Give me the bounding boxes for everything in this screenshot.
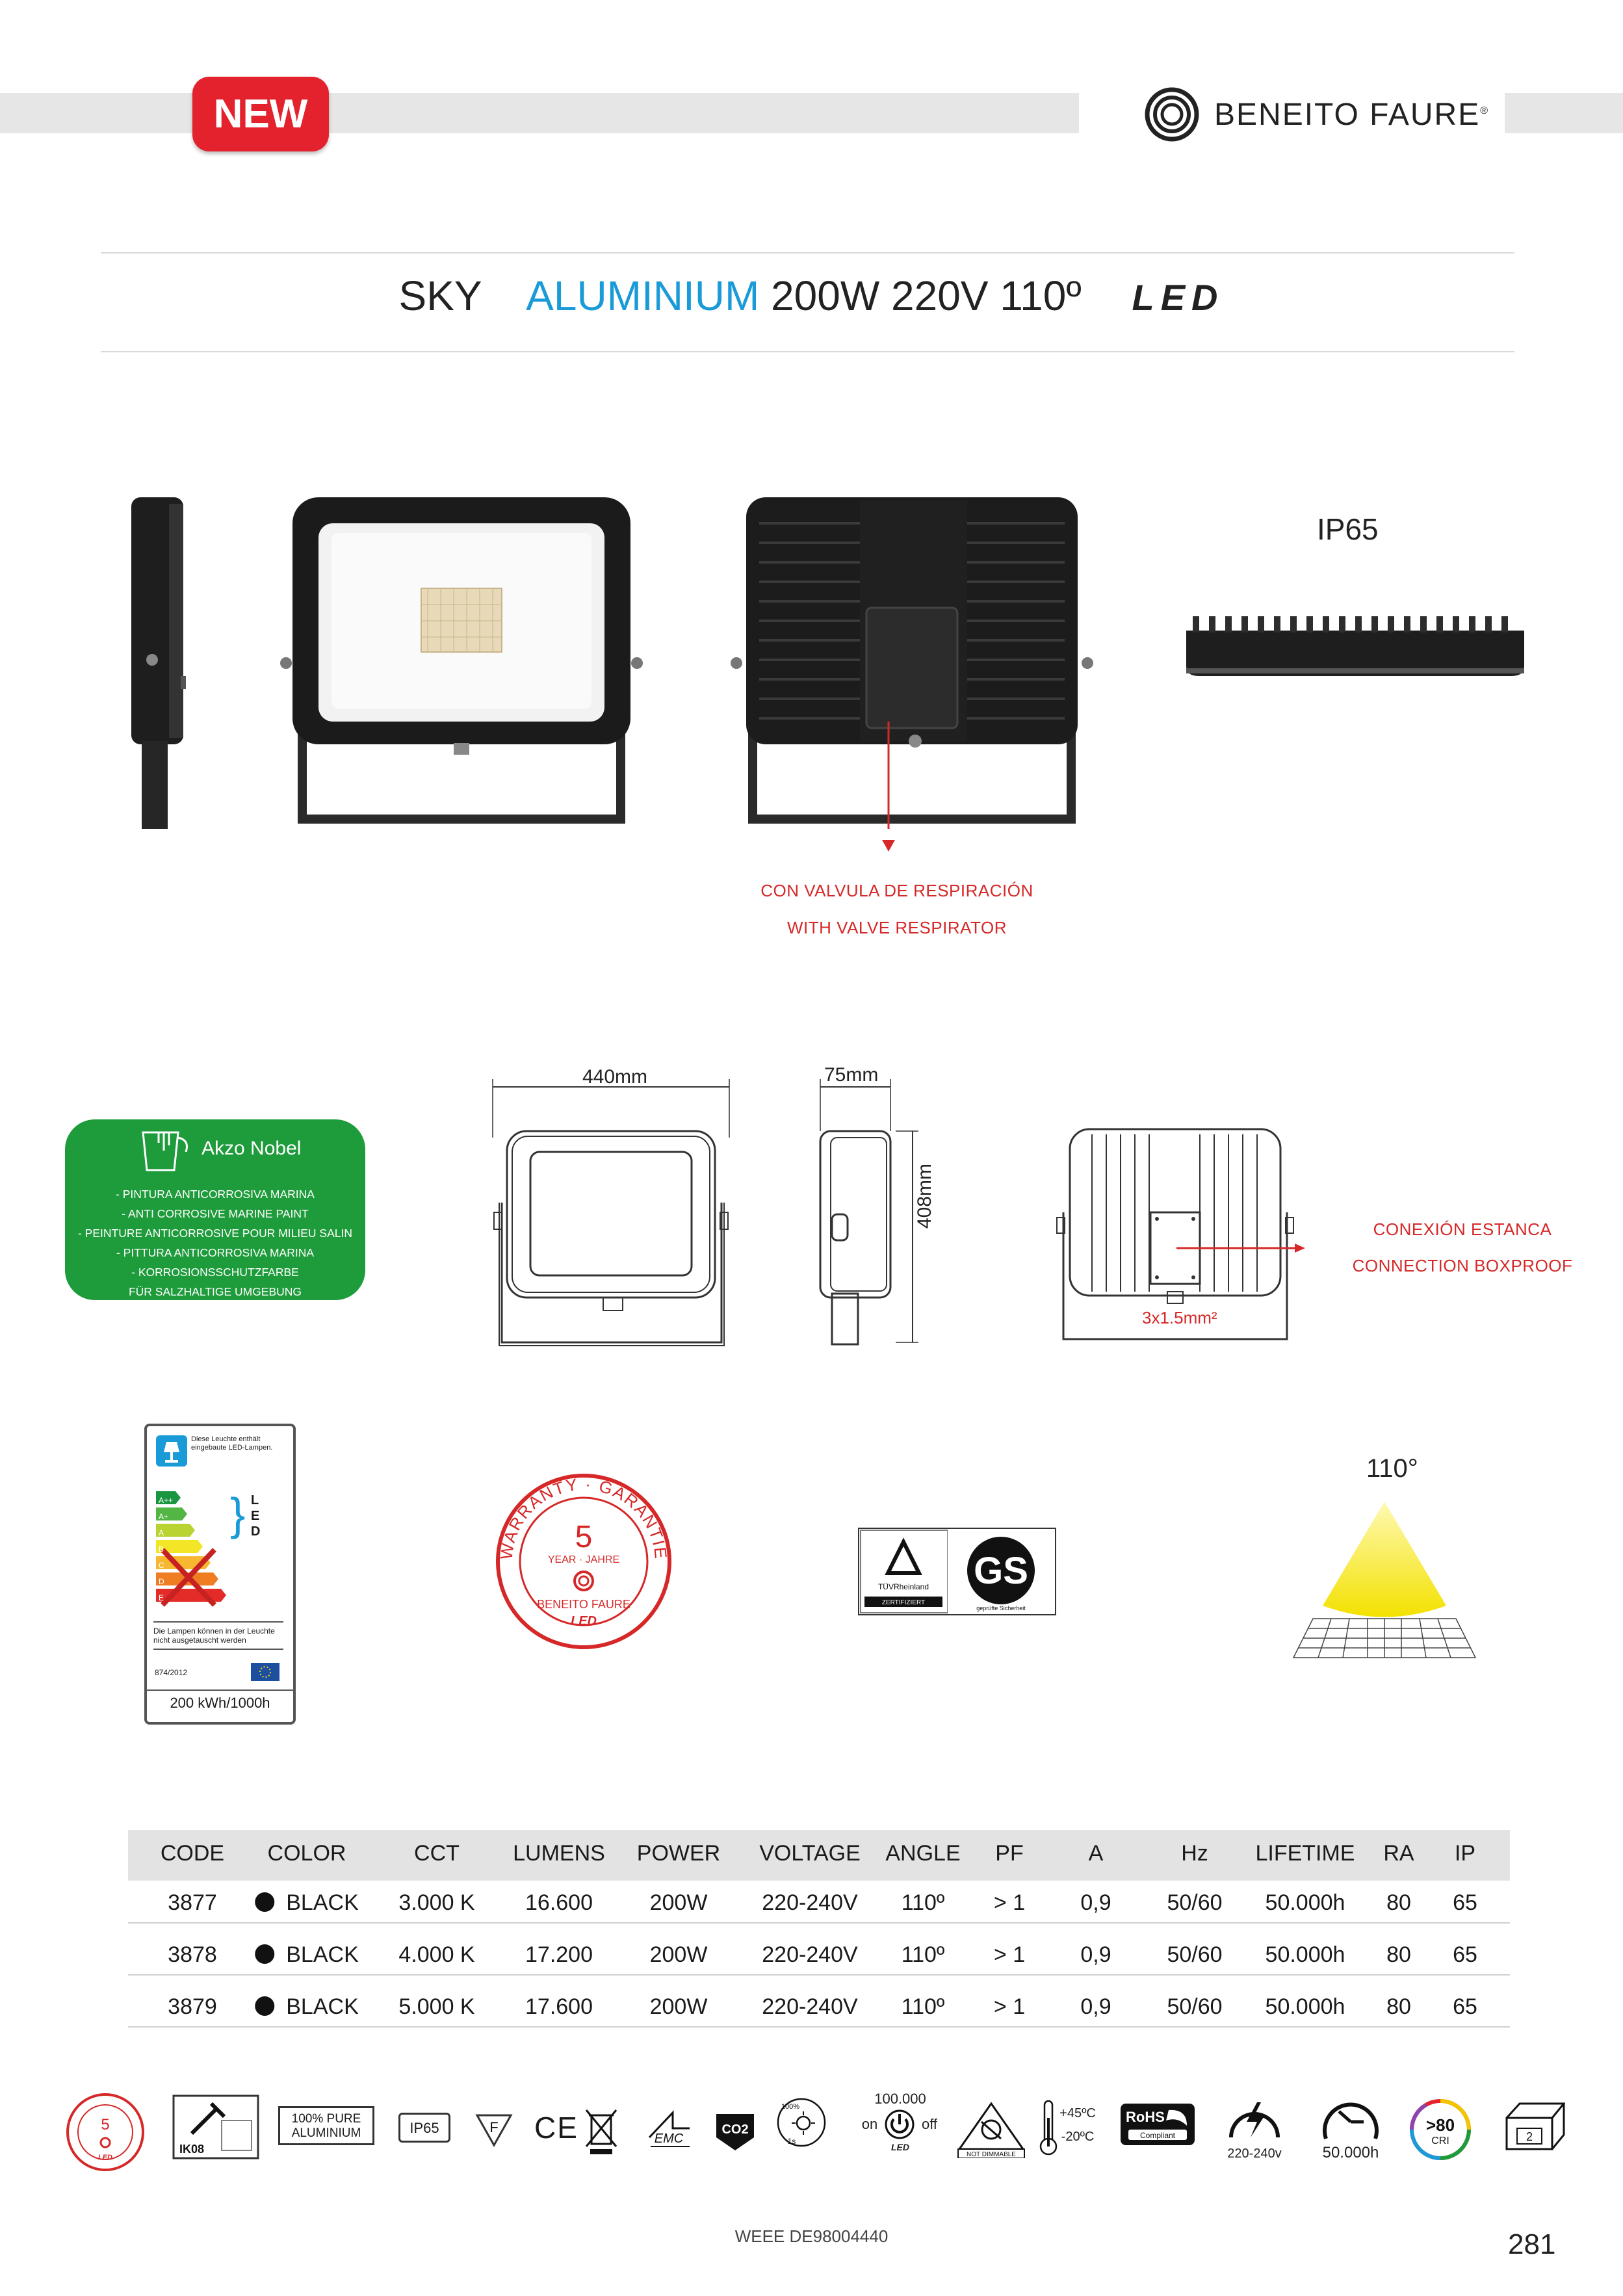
thermometer-icon [1039,2098,1058,2157]
cri-value: >80 [1425,2115,1455,2135]
table-cell: 200W [649,1994,708,2019]
aluminium-label: 100% PURE ALUMINIUM [291,2112,361,2140]
table-header-cell: CCT [414,1841,460,1866]
color-swatch-icon [255,1944,274,1964]
gs-caption: geprüfte Sicherheit [976,1605,1026,1611]
ik-label: IK08 [179,2143,205,2156]
title-rule-top [101,252,1514,254]
table-cell: 0,9 [1080,1994,1111,2019]
led-letter: E [251,1509,260,1523]
power-button-icon [884,2109,915,2140]
akzo-line: - ANTI CORROSIVE MARINE PAINT [122,1207,309,1220]
title-rule-bottom [101,351,1514,352]
energy-top-text: Diese Leuchte enthält eingebaute LED-Lampen. [191,1435,273,1452]
table-cell: 50.000h [1265,1890,1345,1915]
color-label: BLACK [286,1890,359,1915]
akzo-line: FÜR SALZHALTIGE UMGEBUNG [128,1285,302,1298]
color-swatch-icon [255,1892,274,1912]
table-cell: 80 [1386,1994,1411,2019]
table-cell: 220-240V [762,1942,858,1967]
header-band-right [1505,93,1623,133]
drawing-side [811,1079,922,1352]
cable-label: 3x1.5mm² [1142,1308,1217,1327]
energy-class: D [159,1577,164,1586]
table-cell: 3877 [168,1890,217,1915]
table-cell: 3879 [168,1994,217,2019]
table-header-cell: LIFETIME [1255,1841,1355,1866]
ip65-label: IP65 [409,2120,439,2136]
emc-icon [647,2106,692,2152]
page-number: 281 [1508,2228,1556,2260]
table-cell: > 1 [993,1942,1026,1967]
table-cell: 50.000h [1265,1994,1345,2019]
table-cell: 16.600 [525,1890,593,1915]
voltage-icon [1222,2094,1287,2143]
energy-class: C [159,1561,164,1570]
energy-class: A [159,1528,164,1537]
table-cell: 50/60 [1167,1994,1223,2019]
akzo-line: - PINTURA ANTICORROSIVA MARINA [116,1188,315,1201]
valve-note-es: CON VALVULA DE RESPIRACIÓN [760,881,1033,900]
ik08-icon [172,2094,259,2159]
table-cell: 110º [901,1994,945,2019]
product-front-view [279,497,643,829]
energy-class: B [159,1545,164,1554]
dim-width-label: 440mm [582,1066,648,1088]
lifetime-label: 50.000h [1322,2144,1379,2161]
paint-bucket-icon [138,1128,192,1173]
header-band-left [0,93,1079,133]
energy-class: A+ [159,1512,169,1521]
product-material: ALUMINIUM [526,272,760,319]
warranty-small-years: 5 [101,2116,110,2133]
led-letter: L [251,1493,259,1507]
table-cell: 80 [1386,1890,1411,1915]
table-row-divider [128,2026,1510,2028]
table-header-cell: POWER [636,1841,721,1866]
instant-one-s: 1s [787,2137,796,2146]
product-spec: 200W 220V 110º [771,272,1082,319]
table-cell: > 1 [993,1994,1026,2019]
akzo-title: Akzo Nobel [201,1138,302,1159]
led-logo: LED [1132,277,1225,318]
table-cell: 200W [649,1942,708,1967]
switch-led-label: LED [891,2142,909,2152]
color-swatch-icon [255,1996,274,2016]
beam-angle-label: 110° [1366,1454,1418,1483]
warranty-subtitle: YEAR · JAHRE [547,1554,620,1565]
table-cell: 110º [901,1890,945,1915]
ip-rating-label: IP65 [1317,512,1379,546]
table-cell [255,1994,359,2020]
brand-name: BENEITO FAURE® [1214,97,1489,132]
brand-rings-icon [1144,86,1200,142]
dim-height-label: 408mm [914,1163,935,1229]
instant-on-icon [773,2094,829,2156]
product-title [0,272,1623,320]
table-cell: > 1 [993,1890,1026,1915]
table-cell: 17.600 [525,1994,593,2019]
table-cell [255,1942,359,1968]
table-cell: 3.000 K [398,1890,475,1915]
gs-mark: GS [974,1550,1028,1592]
table-header-cell: Hz [1181,1841,1208,1866]
warranty-brand: BENEITO FAURE [537,1598,630,1611]
table-cell: 50/60 [1167,1890,1223,1915]
color-label: BLACK [286,1942,359,1967]
energy-label [144,1424,296,1725]
table-cell: 220-240V [762,1890,858,1915]
table-cell: 5.000 K [398,1994,475,2019]
table-header-cell: A [1088,1841,1104,1866]
beam-angle-diagram [1287,1495,1482,1664]
table-cell: 3878 [168,1942,217,1967]
energy-led-brace: } [230,1489,246,1539]
energy-classes [159,1493,173,1606]
switch-cycles-label: 100.000 [874,2091,926,2107]
table-cell: 65 [1453,1994,1477,2019]
table-header-cell: PF [995,1841,1024,1866]
brand-logo [1144,85,1489,144]
switch-on-label: on [861,2116,878,2132]
akzo-lines [65,1184,365,1301]
table-cell: 4.000 K [398,1942,475,1967]
not-dimmable-label: NOT DIMMABLE [967,2151,1016,2158]
energy-note: Die Lampen können in der Leuchte nicht ausgetauscht werden [153,1621,283,1650]
dim-depth-label: 75mm [824,1064,879,1086]
table-cell: 65 [1453,1890,1477,1915]
box-quantity-icon [1500,2098,1565,2153]
akzo-line: - KORROSIONSSCHUTZFARBE [131,1266,299,1279]
tuv-brand: TÜVRheinland [877,1582,929,1591]
co2-icon [714,2106,757,2153]
table-cell: 0,9 [1080,1890,1111,1915]
table-row-divider [128,1922,1510,1924]
table-cell: 50/60 [1167,1942,1223,1967]
ip65-icon [398,2113,450,2143]
ce-icon: CE [534,2111,578,2145]
table-cell: 220-240V [762,1994,858,2019]
cri-icon [1408,2097,1473,2162]
energy-regulation: 874/2012 [155,1668,188,1677]
table-header-cell: LUMENS [513,1841,605,1866]
rohs-sub-label: Compliant [1139,2131,1176,2140]
boxproof-note-en: CONNECTION BOXPROOF [1352,1256,1573,1275]
cri-label: CRI [1431,2135,1449,2146]
akzo-line: - PITTURA ANTICORROSIVA MARINA [116,1246,315,1259]
drawing-front [481,1079,741,1352]
lamp-icon [156,1435,187,1467]
table-header-cell: CODE [160,1841,225,1866]
product-profile-view [1180,611,1531,683]
table-header-cell: VOLTAGE [759,1841,861,1866]
box-qty-label: 2 [1526,2130,1533,2143]
energy-class: E [159,1593,164,1602]
warranty-small-led: LED [98,2154,112,2161]
tuv-gs-certification [858,1528,1056,1615]
warranty-arc-text: WARRANTY · GARANTIE [496,1474,671,1561]
rohs-label: RoHS [1126,2109,1165,2125]
valve-arrow [881,839,896,858]
energy-led-letters [251,1493,260,1539]
warranty-led: LED [571,1614,597,1628]
temp-min-label: -20ºC [1061,2130,1095,2144]
table-cell: 0,9 [1080,1942,1111,1967]
table-cell: 200W [649,1890,708,1915]
akzo-nobel-badge [65,1119,365,1300]
product-back-view [727,497,1097,829]
warranty-years: 5 [575,1520,593,1554]
table-header-cell: ANGLE [885,1841,961,1866]
table-row-divider [128,1974,1510,1976]
energy-consumption: 200 kWh/1000h [147,1689,293,1712]
new-badge: NEW [192,77,329,151]
table-cell: 110º [901,1942,945,1967]
f-mark-label: F [489,2119,499,2135]
product-name: SKY [398,272,482,319]
boxproof-note-es: CONEXIÓN ESTANCA [1373,1220,1552,1239]
table-header-cell: RA [1383,1841,1414,1866]
switch-off-label: off [921,2116,938,2132]
led-letter: D [251,1524,261,1539]
eu-flag-icon [251,1663,279,1681]
warranty-seal [493,1470,675,1652]
table-header-cell: IP [1454,1841,1476,1866]
co2-label: CO2 [721,2122,749,2137]
instant-hundred: 100% [781,2103,800,2111]
table-cell: 65 [1453,1942,1477,1967]
voltage-label: 220-240v [1227,2146,1282,2161]
product-side-view [123,494,195,832]
table-cell [255,1890,359,1916]
aluminium-icon [278,2106,374,2145]
table-cell: 80 [1386,1942,1411,1967]
not-dimmable-icon [955,2100,1027,2158]
emc-label: EMC [654,2132,684,2146]
temp-max-label: +45ºC [1059,2106,1096,2120]
lifetime-clock-icon [1317,2093,1384,2145]
table-cell: 50.000h [1265,1942,1345,1967]
warranty-small-icon [65,2092,146,2172]
tuv-caption: ZERTIFIZIERT [881,1599,926,1606]
valve-note-en: WITH VALVE RESPIRATOR [787,918,1007,937]
energy-class: A++ [159,1496,174,1505]
rohs-icon [1119,2102,1196,2146]
table-header-cell: COLOR [267,1841,346,1866]
weee-bin-icon [585,2106,617,2156]
table-cell: 17.200 [525,1942,593,1967]
color-label: BLACK [286,1994,359,2019]
weee-number: WEEE DE98004440 [734,2226,889,2246]
akzo-line: - PEINTURE ANTICORROSIVE POUR MILIEU SALIN [77,1227,353,1240]
f-mark-icon [474,2113,513,2148]
